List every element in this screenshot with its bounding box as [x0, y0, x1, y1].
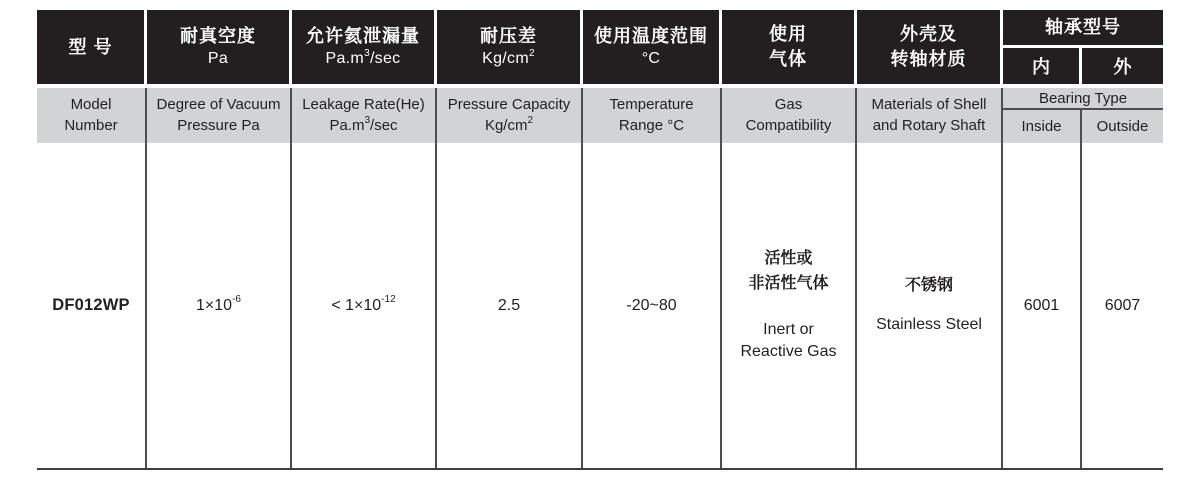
header-leakage-unit: $Pa.m^3/\sec$ [325, 47, 401, 68]
header-gas-zh1: 使用 [769, 24, 807, 45]
header-bearing-group [1003, 10, 1163, 84]
cell-model-number: DF012WP [37, 143, 147, 468]
header-vacuum [147, 10, 292, 84]
header-bearing-split [1003, 48, 1163, 84]
data-row-df012wp [37, 143, 1163, 468]
header-temperature-zh: 使用温度范围 [594, 26, 708, 47]
header-pressure [437, 10, 583, 84]
cell-bearing-inside: 6001 [1003, 143, 1082, 468]
subheader-temperature: Temperature Range °C [583, 88, 722, 143]
cell-materials-zh: 不锈钢 [904, 277, 953, 295]
cell-pressure: 2.5 [437, 143, 583, 468]
subheader-pressure: Pressure Capacity $Kg/cm^2$ [437, 88, 583, 143]
header-vacuum-unit: Pa [207, 50, 229, 68]
subheader-bearing-outside: Outside [1096, 118, 1149, 135]
subheader-bearing-split [1003, 110, 1163, 143]
header-model-number [37, 10, 147, 84]
subheader-bearing-group [1003, 88, 1163, 143]
cell-bearing-outside: 6007 [1082, 143, 1163, 468]
subheader-leakage: Leakage Rate(He) $Pa.m^3/\sec$ [292, 88, 437, 143]
header-pressure-unit: $Kg/cm^2$ [482, 47, 535, 68]
cell-gas-zh: 活性或 非活性气体 [748, 249, 829, 292]
subheader-bearing-inside: Inside [1003, 110, 1082, 143]
header-temperature-unit: °C [641, 50, 661, 68]
cell-leakage: < $1\times 10^{-12}$ [292, 143, 437, 468]
cell-temperature: -20~80 [583, 143, 722, 468]
header-leakage [292, 10, 437, 84]
cell-materials [857, 143, 1003, 468]
cell-vacuum: $1\times 10^{-6}$ [147, 143, 292, 468]
header-materials-zh1: 外壳及 [900, 24, 957, 45]
header-vacuum-zh: 耐真空度 [180, 26, 256, 47]
header-model-zh: 型 号 [68, 36, 113, 57]
header-gas [722, 10, 857, 84]
cell-gas-en: Inert or Reactive Gas [740, 320, 837, 361]
header-gas-zh2: 气体 [769, 49, 807, 69]
subheader-gas: Gas Compatibility [722, 88, 857, 143]
header-row [37, 10, 1163, 84]
header-materials-zh2: 转轴材质 [890, 49, 967, 69]
subheader-vacuum: Degree of Vacuum Pressure Pa [147, 88, 292, 143]
subheader-materials: Materials of Shell and Rotary Shaft [857, 88, 1003, 143]
header-bearing-zh: 轴承型号 [1003, 10, 1163, 45]
table-bottom-rule [37, 468, 1163, 470]
header-bearing-inner-zh: 内 [1003, 48, 1082, 84]
spec-table [37, 10, 1163, 470]
header-bearing-outer-zh: 外 [1082, 48, 1163, 84]
header-pressure-zh: 耐压差 [480, 26, 537, 47]
header-temperature [583, 10, 722, 84]
header-leakage-zh: 允许氦泄漏量 [306, 26, 420, 47]
subheader-bearing-type: Bearing Type [1003, 88, 1163, 110]
header-materials [857, 10, 1003, 84]
subheader-row [37, 88, 1163, 143]
cell-gas [722, 143, 857, 468]
subheader-model-number: Model Number [37, 88, 147, 143]
cell-materials-en: Stainless Steel [876, 316, 982, 334]
